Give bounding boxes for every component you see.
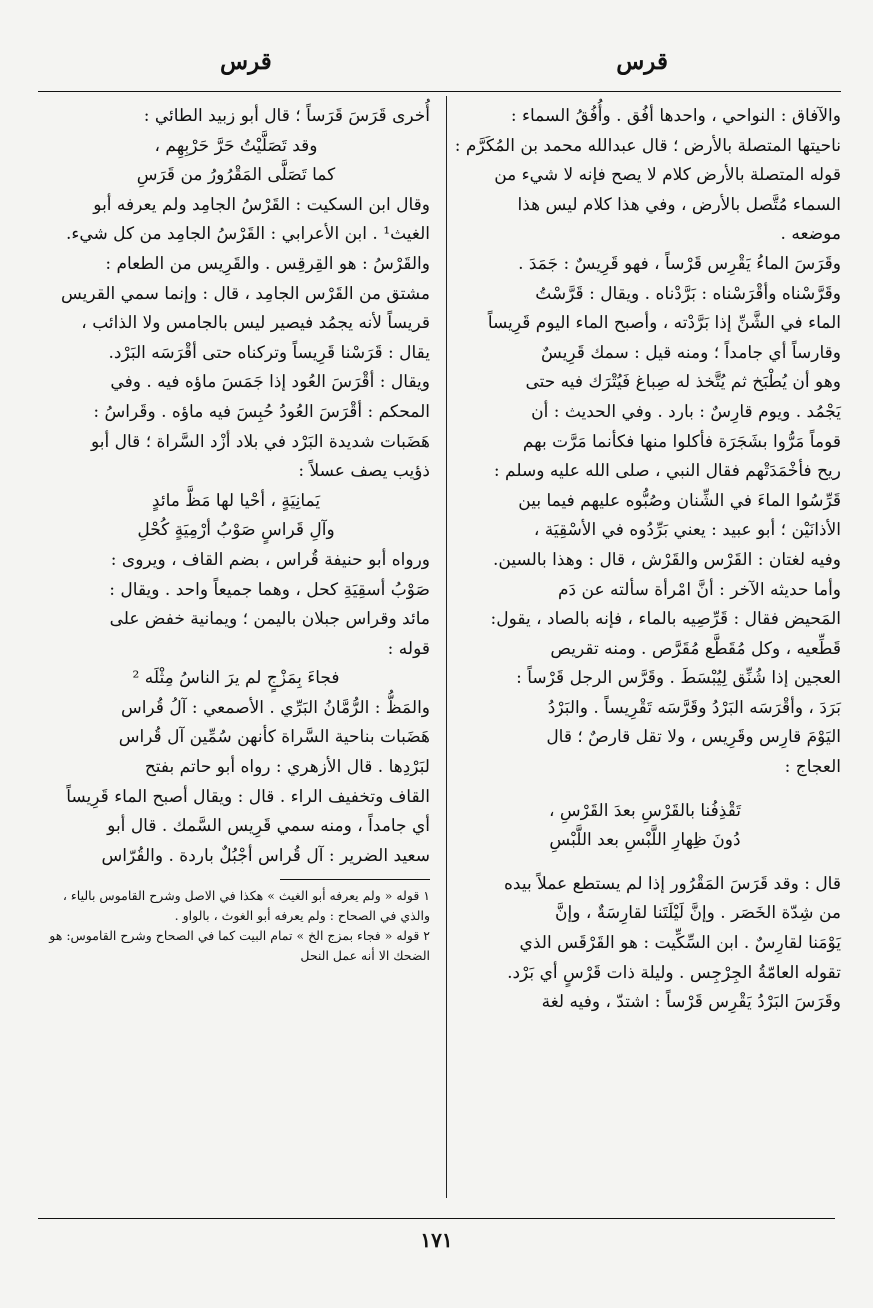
verse-line: فجاءَ بِمَزْجٍ لم يرَ الناسُ مِثْلَه ² — [132, 668, 340, 689]
text-line: الغيث¹ . ابن الأعرابي : القَرْسُ الجامِد من كل شيء. — [65, 224, 430, 245]
right-column-text-after-verse — [449, 870, 841, 1018]
text-line: لبَرْدِها . قال الأزهري : رواه أبو حاتم بفتح — [144, 757, 430, 778]
text-line: وقال ابن السكيت : القَرْسُ الجامِد ولم يعرفه أبو — [93, 194, 430, 215]
verse-line: دُونَ ظِهارِ اللَّبْسِ بعد اللَّبْسِ — [549, 830, 741, 851]
text-line: ذؤيب يصف عسلاً : — [298, 461, 430, 482]
text-line: تقوله العامّةُ الجِرْجِس . وليلة ذات قَرْسٍ أي بَرْد. — [507, 962, 841, 983]
text-line: أي جامداً ، ومنه سمي قَرِيس السَّمك . قال أبو — [107, 816, 430, 837]
verse-line: يَمانِيَةٍ ، أحْيا لها مَظَّ مائدٍ — [151, 490, 321, 511]
page-number: ١٧١ — [420, 1228, 453, 1252]
text-line: السماء مُتَّصل بالأرض ، وفي هذا كلام ليس هذا — [517, 194, 841, 215]
text-line: قريساً لأنه يجمُد فيصير ليس بالجامس ولا الذائب ، — [81, 313, 430, 334]
running-head-left: قرس — [220, 48, 272, 75]
text-line: والآفاق : النواحي ، واحدها أفُق . وأُفُقُ السماء : — [510, 106, 841, 126]
text-line: بَرَدَ ، وأقْرَسَه البَرْدُ وقَرَّسَه تَقْرِيساً . والبَرْدُ — [547, 697, 841, 718]
text-line: العجاج : — [784, 757, 841, 778]
verse-line: وآلِ قَراسٍ صَوْبُ أرْمِيَةٍ كُحْلِ — [137, 520, 335, 541]
right-column-verse — [449, 797, 841, 856]
text-line: قَطِّعيه ، وكل مُقَطَّع مُقَرَّص . ومنه تقريص — [550, 638, 841, 659]
running-head-right: قرس — [616, 48, 668, 75]
text-line: سعيد الضرير : آل قُراس أجْبُلٌ باردة . والقُرّاس — [101, 845, 430, 866]
left-column-text-b — [42, 191, 430, 487]
footnote-line: ٢ قوله « فجاء بمزج الخ » تمام البيت كما في الصحاح وشرح القاموس: هو الضحك الا أنه عمل النحل — [49, 928, 430, 964]
right-column — [449, 102, 841, 1018]
column-divider — [446, 96, 447, 1198]
text-line: المَحيض فقال : قَرِّصِيه بالماء ، فإنه بالصاد ، يقول: — [490, 609, 841, 630]
left-column — [42, 102, 430, 966]
text-line: قَرِّسُوا الماءَ في الشِّنان وصُبُّوه عليهم فيما بين — [518, 490, 841, 511]
text-line: المحكم : أقْرَسَ العُودُ حُبِسَ فيه ماؤه . وقَراسُ : — [93, 401, 430, 422]
text-line: يقال : قَرَسْنا قَرِيساً وتركناه حتى أقْرَسَه البَرْد. — [108, 342, 430, 363]
text-line: والمَظُّ : الرُّمَّانُ البَرِّي . الأصمعي : آلُ قُراس — [120, 697, 430, 718]
text-line: ورواه أبو حنيفة قُراس ، بضم القاف ، ويروى : — [110, 549, 430, 570]
footnotes — [42, 886, 430, 966]
right-column-text — [449, 102, 841, 783]
text-line: موضعه . — [780, 224, 841, 245]
text-line: القاف وتخفيف الراء . قال : ويقال أصبح الماء قَرِيساً — [66, 786, 430, 807]
left-column-verse-1 — [42, 132, 430, 191]
left-column-text-d — [42, 694, 430, 872]
text-line: والقَرْسُ : هو القِرقِس . والقَرِيس من الطعام : — [105, 253, 430, 274]
text-line: قوله : — [387, 638, 430, 659]
left-column-text-a — [42, 102, 430, 132]
page-header — [0, 48, 873, 84]
text-line: هَضَبات شديدة البَرْد في بلاد أزْد السَّراة ؛ قال أبو — [91, 431, 430, 452]
footnote-line: ١ قوله « ولم يعرفه أبو الغيث » هكذا في الاصل وشرح القاموس بالياء ، والذي في الصحاح : ولم يعرفه أبو الغوث ، بالواو . — [62, 888, 430, 924]
text-line: قال : وقد قَرَسَ المَقْرُور إذا لم يستطع عملاً بيده — [503, 873, 841, 894]
text-line: يَوْمَنا لقارِسٌ . ابن السِّكِّيت : هو القَرْقَس الذي — [519, 933, 841, 954]
text-line: وقارساً أي جامداً ؛ ومنه قيل : سمك قَرِيسٌ — [541, 342, 841, 363]
text-line: ناحيتها المتصلة بالأرض ؛ قال عبدالله محمد بن المُكَرَّم : — [454, 135, 841, 156]
text-line: اليَوْمَ قارِس وقَرِيس ، ولا تقل قارصٌ ؛ قال — [546, 727, 841, 748]
text-line: وقَرَّسْناه وأقْرَسْناه : بَرَّدْناه . ويقال : قَرَّسْتُ — [535, 283, 841, 304]
text-line: ريح فأخْمَدَتْهم فقال النبي ، صلى الله عليه وسلم : — [493, 461, 841, 482]
text-line: صَوْبُ أسقِيَةِ كحل ، وهما جميعاً واحد . ويقال : — [109, 579, 430, 600]
text-line: الأذانَيْن ؛ أبو عبيد : يعني بَرِّدُوه في الأسْقِيَة ، — [533, 520, 841, 541]
text-line: مائد وقراس جبلان باليمن ؛ ويمانية خفض على — [109, 609, 430, 630]
text-line: الماء في الشَّنِّ إذا بَرَّدْته ، وأصبح الماء اليوم قَرِيساً — [487, 313, 841, 334]
text-line: وقَرَسَ البَرْدُ يَقْرِس قَرْساً : اشتدّ ، وفيه لغة — [541, 992, 841, 1013]
left-column-verse-3 — [42, 664, 430, 694]
top-rule — [38, 91, 841, 92]
left-column-text-c — [42, 546, 430, 664]
bottom-rule — [38, 1218, 835, 1219]
verse-line: كما تَصَلَّى المَقْرُورُ من قَرَسِ — [136, 165, 336, 186]
text-line: وفيه لغتان : القَرْس والقَرْش ، قال : وهذا بالسين. — [492, 549, 841, 570]
text-line: وأما حديثه الآخر : أنَّ امْرأة سألته عن دَم — [558, 579, 841, 600]
text-line: من شِدّة الخَصَر . وإنَّ لَيْلَتَنا لقارِسَةٌ ، وإنَّ — [555, 903, 841, 924]
verse-line: وقد تَصَلَّيْتُ حَرَّ حَرْبِهِم ، — [154, 135, 318, 156]
left-column-verse-2 — [42, 487, 430, 546]
text-line: أُخرى قَرَسَ قَرَساً ؛ قال أبو زبيد الطائي : — [143, 106, 430, 126]
text-line: وهو أن يُطْبَخ ثم يُتَّخذ له صِباغ فَيُتْرَك فيه حتى — [525, 372, 841, 393]
text-line: هَضَبات بناحية السَّراة كأنهن سُمِّين آل قُراس — [118, 727, 430, 748]
footnote-rule — [280, 879, 430, 880]
text-line: يَجْمُد . ويوم قارِسٌ : بارد . وفي الحديث : أن — [531, 401, 841, 422]
text-line: قوماً مَرُّوا بشَجَرَة فأكلوا منها فكأنما مَرَّت بهم — [522, 431, 841, 452]
text-line: ويقال : أقْرَسَ العُود إذا جَمَسَ ماؤه فيه . وفي — [110, 372, 430, 393]
text-line: قوله المتصلة بالأرض كلام لا يصح فإنه لا شيء من — [494, 165, 841, 186]
text-line: وقَرَسَ الماءُ يَقْرِس قَرْساً ، فهو قَرِيسٌ : جَمَدَ . — [518, 253, 841, 274]
verse-line: تَقْذِفُنا بالقَرْسِ بعدَ القَرْسِ ، — [548, 800, 742, 821]
text-line: العجين إذا شُنِّق لِيُبْسَطَ . وقَرَّس الرجل قَرْساً : — [516, 668, 841, 689]
text-line: مشتق من القَرْس الجامِد ، قال : وإنما سمي القريس — [60, 283, 430, 304]
